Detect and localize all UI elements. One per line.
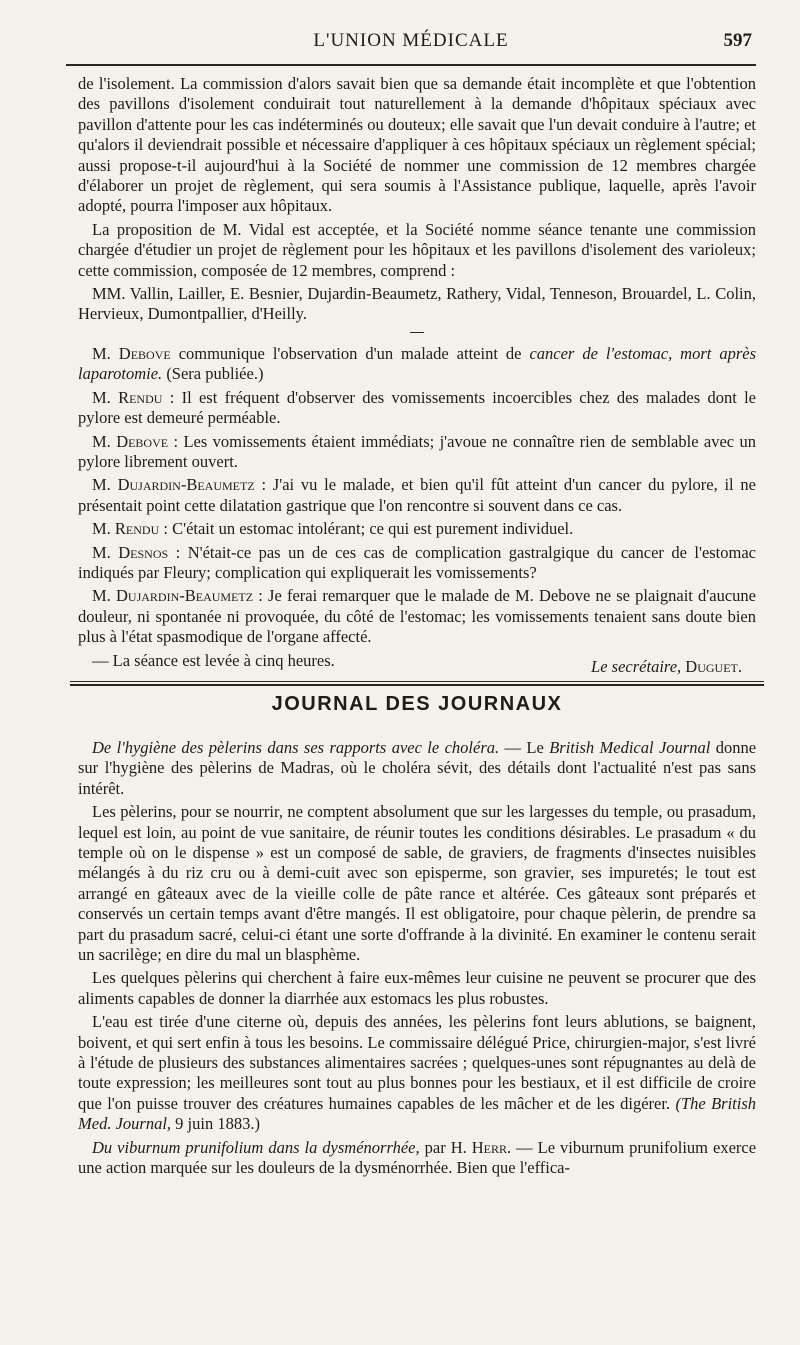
speaker-name: Dujardin-Beaumetz bbox=[117, 475, 255, 495]
signature bbox=[591, 657, 742, 677]
signature-name: Duguet. bbox=[685, 656, 742, 676]
speaker-name: Rendu bbox=[114, 519, 160, 539]
paragraph-proposition: La proposition de M. Vidal est acceptée, et la Société nomme séance tenante une commission chargée d'étudier un projet de règlement pour les hôpitaux et les pavillons d'isolement des varioleux; cette commission, composée de 12 membres, comprend : bbox=[78, 219, 756, 280]
title-prefix: M. bbox=[92, 431, 111, 451]
section-title: JOURNAL DES JOURNAUX bbox=[271, 692, 563, 715]
article-source: British Medical Journal bbox=[549, 737, 711, 757]
title-prefix: M. bbox=[92, 475, 111, 495]
paragraph-debove-reply bbox=[78, 432, 756, 473]
article-cholera-intro bbox=[78, 738, 756, 799]
section-divider bbox=[70, 681, 764, 686]
statement-text: : Je ferai remarquer que le malade de M. Debove ne se plaignait d'aucune douleur, ni spontanée ni provoquée, du côté de l'estomac; les vomissements tenaient sans doute bien plus à l'état spasmodique de l'organe affecté. bbox=[78, 586, 757, 647]
paragraph-rendu-2 bbox=[78, 519, 756, 539]
separator-dash bbox=[410, 332, 424, 333]
journal-title: L'UNION MÉDICALE bbox=[313, 30, 509, 51]
statement-text: communique l'observation d'un malade atteint de bbox=[178, 343, 522, 363]
speaker-name: Debove bbox=[116, 431, 169, 451]
speaker-name: Dujardin-Beaumetz bbox=[115, 586, 254, 606]
title-prefix: M. bbox=[92, 519, 111, 539]
title-prefix: M. bbox=[92, 387, 111, 407]
article-cholera-prasadum: Les pèlerins, pour se nourrir, ne comptent absolument que sur les largesses du temple, ou prasadum, lequel est loin, au point de vue sanitaire, de réunir toutes les conditions désirables. Le prasadum « du temple où on le dispense » est un composé de sable, de graviers, de fragments d'insectes nuisibles mélangés à du riz cru ou à demi-cuit avec son episperme, son gravier, ses impuretés; le tout est arrangé en gâteaux avec de la vieille colle de pâte rance et altérée. Ces gâteaux sont préparés et conservés un certain temps avant d'être mangés. Il est obligatoire, pour chaque pèlerin, de prendre sa part du prasadum sacré, celui-ci étant une sorte d'offrande à la divinité. En examiner le contenu serait un sacrilège; en dire du mal un blasphème. bbox=[78, 802, 756, 965]
publication-note: (Sera publiée.) bbox=[166, 364, 264, 384]
article-citation: (The British Med. Journal, bbox=[78, 1093, 757, 1134]
statement-text: : N'était-ce pas un de ces cas de complication gastralgique du cancer de l'estomac indiqués par Fleury; complication qui expliquerait les vomissements? bbox=[78, 542, 756, 582]
statement-text: : C'était un estomac intolérant; ce qui est purement individuel. bbox=[163, 519, 574, 539]
title-prefix: M. bbox=[92, 542, 111, 562]
author-prefix: par bbox=[424, 1137, 446, 1157]
statement-text: : Il est fréquent d'observer des vomissements incoercibles chez des malades dont le pylore est demeuré perméable. bbox=[78, 387, 756, 428]
signature-role: Le secrétaire, bbox=[591, 656, 682, 676]
paragraph-desnos bbox=[78, 543, 756, 584]
header-rule bbox=[66, 64, 756, 66]
speaker-name: Debove bbox=[118, 343, 171, 363]
paragraph-dujardin-1 bbox=[78, 475, 756, 516]
observation-title: cancer de l'estomac, mort après laparotomie. bbox=[78, 343, 756, 384]
article-text: — Le viburnum prunifolium exerce une action marquée sur les douleurs de la dysménorrhée. Bien que l'effica- bbox=[78, 1137, 757, 1178]
title-prefix: M. bbox=[92, 343, 111, 363]
session-closing bbox=[78, 650, 756, 676]
page-body bbox=[78, 74, 756, 1182]
paragraph-isolement: de l'isolement. La commission d'alors savait bien que sa demande était incomplète et que l'obtention des pavillons d'isolement conduirait tout naturellement à la demande d'hôpitaux spéciaux avec pavillon d'attente pour les cas indéterminés ou douteux; elle savait que l'un devait conduire à l'autre; et qu'alors il deviendrait possible et nécessaire d'appliquer à ces hôpitaux spéciaux un règlement spécial; aussi propose-t-il aujourd'hui à la Société de nommer une commission de 12 membres chargée d'élaborer un projet de règlement, qui sera soumis à l'Assistance publique, laquelle, après l'avoir adopté, pourra l'imposer aux hôpitaux. bbox=[78, 74, 756, 216]
statement-text: : J'ai vu le malade, et bien qu'il fût atteint d'un cancer du pylore, il ne présentait point cette dilatation gastrique que l'on rencontre si souvent dans ce cas. bbox=[78, 475, 757, 515]
paragraph-debove-observation bbox=[78, 344, 756, 385]
speaker-name: Rendu bbox=[118, 387, 163, 407]
article-text: donne sur l'hygiène des pèlerins de Madras, où le choléra sévit, des détails dont l'actualité n'est pas sans intérêt. bbox=[78, 737, 757, 798]
statement-text: : Les vomissements étaient immédiats; j'avoue ne connaître rien de semblable avec un pylore librement ouvert. bbox=[78, 431, 757, 471]
title-prefix: M. bbox=[92, 586, 111, 606]
article-text: L'eau est tirée d'une citerne où, depuis des années, les pèlerins font leurs ablutions, se baignent, boivent, et qui sert enfin à tous les besoins. Le commissaire délégué Price, chirurgien-major, s'est livré à l'étude de plusieurs des substances alimentaires sacrées ; quelques-unes sont répugnantes au delà de toute expression; les meilleures sont tout au plus bonnes pour les bestiaux, et il est difficile de croire que l'on puisse trouver des créatures humaines capables de les mâcher et de les digérer. bbox=[78, 1012, 756, 1113]
speaker-name: Desnos bbox=[118, 542, 169, 562]
closing-statement: — La séance est levée à cinq heures. bbox=[92, 650, 335, 670]
article-viburnum bbox=[78, 1138, 756, 1179]
article-cholera-water bbox=[78, 1012, 756, 1134]
citation-date: 9 juin 1883.) bbox=[175, 1114, 260, 1134]
paragraph-members: MM. Vallin, Lailler, E. Besnier, Dujardin-Beaumetz, Rathery, Vidal, Tenneson, Brouardel, L. Colin, Hervieux, Dumontpallier, d'Heilly. bbox=[78, 284, 756, 324]
article-title: De l'hygiène des pèlerins dans ses rapports avec le choléra. bbox=[92, 737, 500, 757]
page-number: 597 bbox=[723, 30, 752, 51]
paragraph-dujardin-2 bbox=[78, 586, 756, 647]
article-cholera-cooking: Les quelques pèlerins qui cherchent à faire eux-mêmes leur cuisine ne peuvent se procurer que des aliments capables de donner la diarrhée aux estomacs les plus robustes. bbox=[78, 968, 756, 1008]
paragraph-rendu-1 bbox=[78, 388, 756, 429]
article-author: H. Herr. bbox=[450, 1137, 512, 1157]
article-lead: — Le bbox=[504, 737, 544, 757]
article-title: Du viburnum prunifolium dans la dysménorrhée, bbox=[92, 1137, 420, 1157]
running-head bbox=[66, 28, 756, 58]
